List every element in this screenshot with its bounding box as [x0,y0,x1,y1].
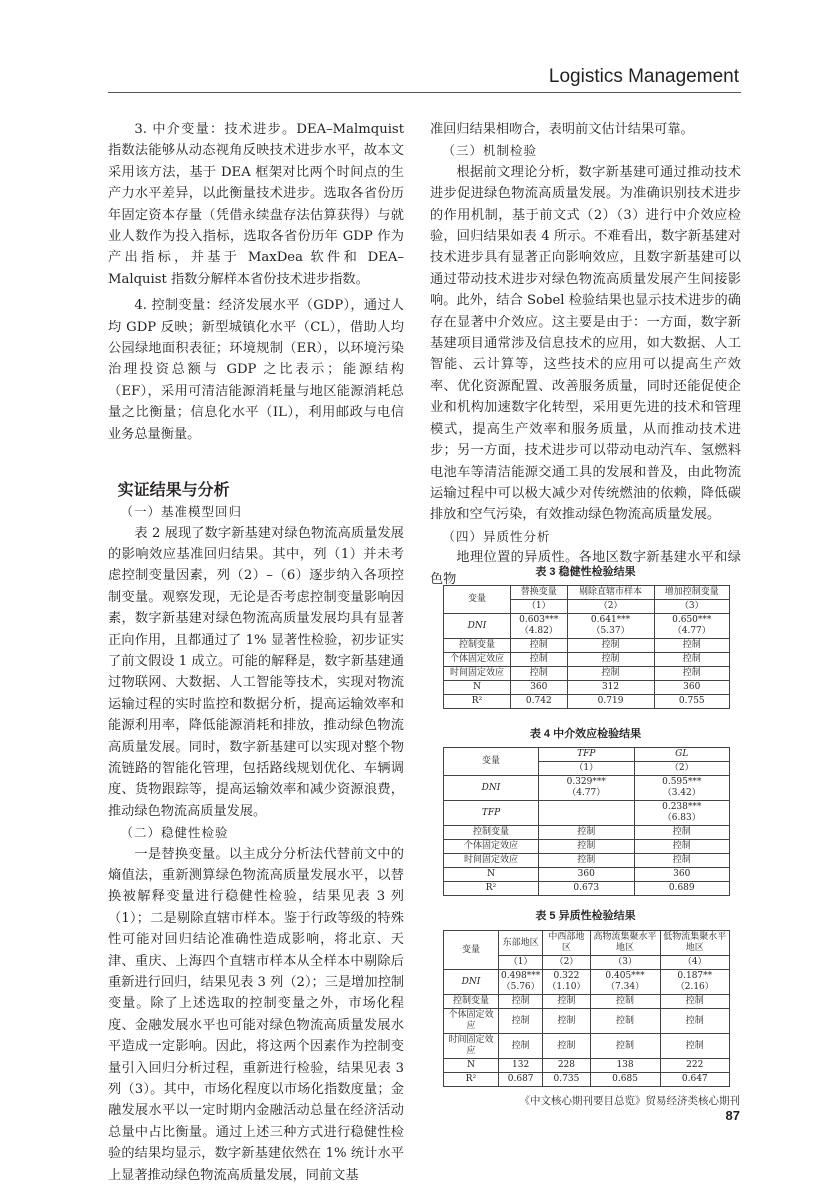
cell-value: 控制 [511,996,530,1006]
table-cell [567,695,654,709]
cell-tstat: （4.82） [519,626,558,636]
row-label: N [444,1059,499,1073]
row-label: R² [444,1073,499,1087]
row-label: TFP [444,801,539,826]
table-cell [543,1059,590,1073]
cell-value: 360 [673,869,691,879]
row-label: DNI [444,970,499,995]
table-cell [634,776,730,801]
table4 [443,747,730,896]
column-number: （3） [590,956,660,970]
table-cell [660,1059,729,1073]
column-number: （2） [567,600,654,614]
cell-value: 控制 [682,668,701,678]
table-cell [590,970,660,995]
cell-value: 0.329*** [566,777,606,787]
cell-value: 0.735 [553,1074,580,1084]
cell-value: 138 [616,1060,634,1070]
footer [500,1093,740,1123]
column-number: （2） [634,762,730,776]
variable-header: 变量 [444,586,511,614]
cell-value: 控制 [672,841,691,851]
table-cell [539,854,635,868]
cell-value: 0.603*** [519,615,559,625]
cell-value: 控制 [616,996,635,1006]
table-cell [654,614,729,639]
table-row [444,667,730,681]
row-label: 时间固定效应 [444,854,539,868]
cell-value: 控制 [616,1015,635,1026]
cell-value: 0.238*** [662,802,702,812]
table-cell [634,854,730,868]
column-header: TFP [539,748,635,762]
table-cell [511,653,568,667]
cell-value: 228 [557,1060,576,1070]
cell-value: 控制 [685,996,704,1006]
table-cell [511,681,568,695]
row-label: R² [444,882,539,896]
cell-value: 控制 [601,654,620,664]
table-row [444,970,730,995]
table-cell [660,995,729,1009]
table-row [444,995,730,1009]
row-label: 控制变量 [444,826,539,840]
cell-value: 控制 [511,1015,530,1026]
table-row [444,1073,730,1087]
page-number: 87 [725,1108,740,1123]
cell-value: 0.742 [525,696,552,706]
cell-tstat: （2.16） [675,982,714,992]
variable-header: 变量 [444,748,539,776]
paragraph: 表 2 展现了数字新基建对绿色物流高质量发展的影响效应基准回归结果。其中，列（1）并未考虑控制变量因素，列（2）–（6）逐步纳入各项控制变量。观察发现，无论是否考虑控制变量影响因素，数字新基建对绿色物流高质量发展均具有显著正向作用，且都通过了 1% 显著性检验，初步证实了前文假设 1 成立。可能的解释是，数字新基建通过物联网、大数据、人工智能等技术，实现对物流运输过程的实时监控和数据分析，提高运输效率和能源利用率，降低能源消耗和排放，推动绿色物流高质量发展。同时，数字新基建可以实现对整个物流链路的智能化管理，包括路线规划优化、车辆调度、货物跟踪等，提高运输效率和减少资源浪费，推动绿色物流高质量发展。 [108,525,404,819]
cell-value: 0.647 [681,1074,708,1084]
table-cell [590,1009,660,1034]
table-row [444,882,730,896]
table-cell [539,776,635,801]
column-number: （1） [511,600,568,614]
table-cell [634,868,730,882]
table-row [444,868,730,882]
table-cell [660,1073,729,1087]
subsection-heading: （二）稳健性检验 [120,825,229,841]
table-cell [539,882,635,896]
cell-value: 控制 [577,827,596,837]
table-row [444,1009,730,1034]
left-column [108,119,404,1186]
cell-value: 0.498*** [501,971,541,981]
table-cell [660,970,729,995]
cell-tstat: （4.77） [672,626,711,636]
table-cell [543,995,590,1009]
row-label: 个体固定效应 [444,840,539,854]
column-header: 东部地区 [499,931,543,956]
column-header: 低物流集聚水平地区 [660,931,729,956]
table-cell [539,801,635,826]
table-cell [499,995,543,1009]
table4-title: 表 4 中介效应检验结果 [529,728,642,740]
table-cell [654,639,729,653]
cell-tstat: （4.77） [567,788,606,798]
cell-value: 控制 [557,1040,576,1051]
header-rule [108,92,741,93]
table-cell [567,667,654,681]
table-cell [660,1034,729,1059]
row-label: N [444,681,511,695]
variable-header: 变量 [444,931,499,970]
cell-value: 0.322 [553,971,580,981]
table-cell [634,882,730,896]
table-cell [654,667,729,681]
row-label: 控制变量 [444,639,511,653]
table-row [444,776,730,801]
table5 [443,930,730,1087]
cell-value: 0.685 [612,1074,638,1084]
cell-value: 控制 [557,996,576,1006]
cell-tstat: （6.83） [662,813,701,823]
table-cell [499,1073,543,1087]
table-cell [590,1034,660,1059]
cell-value: 0.187** [677,971,713,981]
cell-value: 0.595*** [662,777,702,787]
table-cell [511,695,568,709]
table-cell [543,970,590,995]
cell-value: 0.673 [573,883,600,893]
cell-tstat: （7.34） [606,982,645,992]
journal-header: Logistics Management [548,66,739,87]
cell-value: 控制 [601,668,620,678]
table-cell [590,995,660,1009]
paragraph: 3. 中介变量：技术进步。DEA–Malmquist 指数法能够从动态视角反映技术进步水平，故本文采用该方法，基于 DEA 框架对比两个时间点的生产力水平差异，以此衡量技术进步。选取各省份历年固定资本存量（凭借永续盘存法估算获得）与就业人数作为投入指标，选取各省份历年 GDP 作为产出指标，并基于 MaxDea 软件和 DEA–Malquist 指数分解样本省份技术进步指数。 [108,122,404,287]
column-number: （2） [543,956,590,970]
paragraph: 地理位置的异质性。各地区数字新基建水平和绿色物 [430,550,741,587]
column-number: （4） [660,956,729,970]
column-number: （1） [539,762,635,776]
cell-value: 控制 [529,668,548,678]
cell-value: 控制 [672,855,691,865]
row-label: N [444,868,539,882]
table-cell [543,1073,590,1087]
cell-value: 控制 [529,640,548,650]
table-header-row [444,931,730,956]
cell-value: 控制 [682,654,701,664]
right-column [430,119,741,590]
cell-value: 0.687 [507,1074,534,1084]
table-cell [567,614,654,639]
table-header-row [444,586,730,600]
table-cell [634,826,730,840]
table-row [444,826,730,840]
table-cell [499,1009,543,1034]
cell-value: 控制 [577,841,596,851]
cell-tstat: （5.76） [501,982,540,992]
table-cell [634,801,730,826]
paragraph: 根据前文理论分析，数字新基建可通过推动技术进步促进绿色物流高质量发展。为准确识别技术进步的作用机制，基于前文式（2）（3）进行中介效应检验，回归结果如表 4 所示。不难看出，数字新基建对技术进步具有显著正向影响效应，且数字新基建可以通过带动技术进步对绿色物流高质量发展产生间接影响。此外，结合 Sobel 检验结果也显示技术进步的确存在显著中介效应。这主要是由于：一方面，数字新基建项目通常涉及信息技术的应用，如大数据、人工智能、云计算等，这些技术的应用可以提高生产效率、优化资源配置、改善服务质量，同时还能促使企业和机构加速数字化转型，采用更先进的技术和管理模式，提高生产效率和服务质量，从而推动技术进步；另一方面，技术进步可以带动电动汽车、氢燃料电池车等清洁能源交通工具的发展和普及，由此物流运输过程中可以极大减少对传统燃油的依赖，降低碳排放和空气污染，有效推动绿色物流高质量发展。 [430,164,741,523]
table-row [444,614,730,639]
cell-value: 360 [683,682,701,692]
cell-value: 控制 [511,1040,530,1051]
table-cell [654,681,729,695]
row-label: R² [444,695,511,709]
column-header: 中西部地区 [543,931,590,956]
table3 [443,585,730,709]
table-cell [511,639,568,653]
table-cell [590,1073,660,1087]
table-cell [660,1009,729,1034]
table-row [444,801,730,826]
cell-value: 360 [530,682,548,692]
subsection-heading: （一）基准模型回归 [120,504,243,520]
cell-value: 0.689 [668,883,695,893]
table-cell [499,970,543,995]
cell-value: 控制 [616,1040,635,1051]
table-header-row [444,748,730,762]
footer-journal-note: 《中文核心期刊要目总览》贸易经济类核心期刊 [519,1095,740,1107]
cell-tstat: （1.10） [547,982,586,992]
column-header: 高物流集聚水平地区 [590,931,660,956]
table-cell [539,840,635,854]
table-row [444,639,730,653]
cell-tstat: （5.37） [591,626,630,636]
table-cell [634,840,730,854]
table-cell [543,1009,590,1034]
cell-value: 312 [601,682,620,692]
table5-title: 表 5 异质性检验结果 [535,910,636,922]
row-label: 时间固定效应 [444,667,511,681]
subsection-heading: （四）异质性分析 [442,528,551,544]
table-cell [539,826,635,840]
column-header: 替换变量 [511,586,568,600]
column-header: 剔除直辖市样本 [567,586,654,600]
cell-value: 控制 [529,654,548,664]
cell-value: 控制 [601,640,620,650]
table-cell [499,1059,543,1073]
row-label: DNI [444,614,511,639]
cell-value: 360 [577,869,595,879]
table-cell [499,1034,543,1059]
cell-value: 132 [512,1060,530,1070]
table-row [444,653,730,667]
row-label: 控制变量 [444,995,499,1009]
table-row [444,854,730,868]
column-number: （3） [654,600,729,614]
paragraph: 一是替换变量。以主成分分析法代替前文中的熵值法，重新测算绿色物流高质量发展水平，以替换被解释变量进行稳健性检验，结果见表 3 列（1）；二是剔除直辖市样本。鉴于行政等级的特殊性可能对回归结论准确性造成影响，将北京、天津、重庆、上海四个直辖市样本从全样本中剔除后重新进行回归，结果见表 3 列（2）；三是增加控制变量。除了上述选取的控制变量之外，市场化程度、金融发展水平也可能对绿色物流高质量发展水平造成一定影响。因此，将这两个因素作为控制变量引入回归分析过程，重新进行检验，结果见表 3 列（3）。其中，市场化程度以市场化指数度量；金融发展水平以一定时期内金融活动总量在经济活动总量中占比衡量。通过上述三种方式进行稳健性检验的结果均显示，数字新基建依然在 1% 统计水平上显著推动绿色物流高质量发展，同前文基 [108,846,404,1183]
table-cell [567,639,654,653]
table-row [444,1059,730,1073]
cell-value: 0.719 [597,696,624,706]
cell-value: 控制 [682,640,701,650]
table-cell [654,653,729,667]
paragraph: 准回归结果相吻合，表明前文估计结果可靠。 [430,122,694,137]
cell-value: 控制 [672,827,691,837]
table-cell [567,653,654,667]
table3-title: 表 3 稳健性检验结果 [535,566,636,578]
cell-value: 0.755 [678,696,705,706]
table-row [444,840,730,854]
table-cell [543,1034,590,1059]
cell-value: 222 [686,1060,704,1070]
paragraph: 4. 控制变量：经济发展水平（GDP），通过人均 GDP 反映；新型城镇化水平（CL），借助人均公园绿地面积表征；环境规制（ER），以环境污染治理投资总额与 GDP 之比表示；能源结构（EF），采用可清洁能源消耗量与地区能源消耗总量之比衡量；信息化水平（IL），利用邮政与电信业务总量衡量。 [108,298,404,442]
table-row [444,681,730,695]
cell-value: 0.405*** [605,971,645,981]
table-cell [539,868,635,882]
subsection-heading: （三）机制检验 [442,143,538,159]
row-label: 时间固定效应 [444,1034,499,1059]
row-label: DNI [444,776,539,801]
table-row [444,695,730,709]
table-cell [654,695,729,709]
column-header: 增加控制变量 [654,586,729,600]
cell-value: 0.650*** [672,615,712,625]
section-heading: 实证结果与分析 [117,482,230,500]
table-cell [511,667,568,681]
cell-tstat: （3.42） [662,788,701,798]
cell-value: 控制 [685,1015,704,1026]
cell-value: 控制 [685,1040,704,1051]
cell-value: 控制 [577,855,596,865]
table-cell [511,614,568,639]
column-number: （1） [499,956,543,970]
row-label: 个体固定效应 [444,653,511,667]
table-cell [567,681,654,695]
cell-value: 控制 [557,1015,576,1026]
table-row [444,1034,730,1059]
column-header: GL [634,748,730,762]
cell-value: 0.641*** [590,615,631,625]
row-label: 个体固定效应 [444,1009,499,1034]
table-cell [590,1059,660,1073]
